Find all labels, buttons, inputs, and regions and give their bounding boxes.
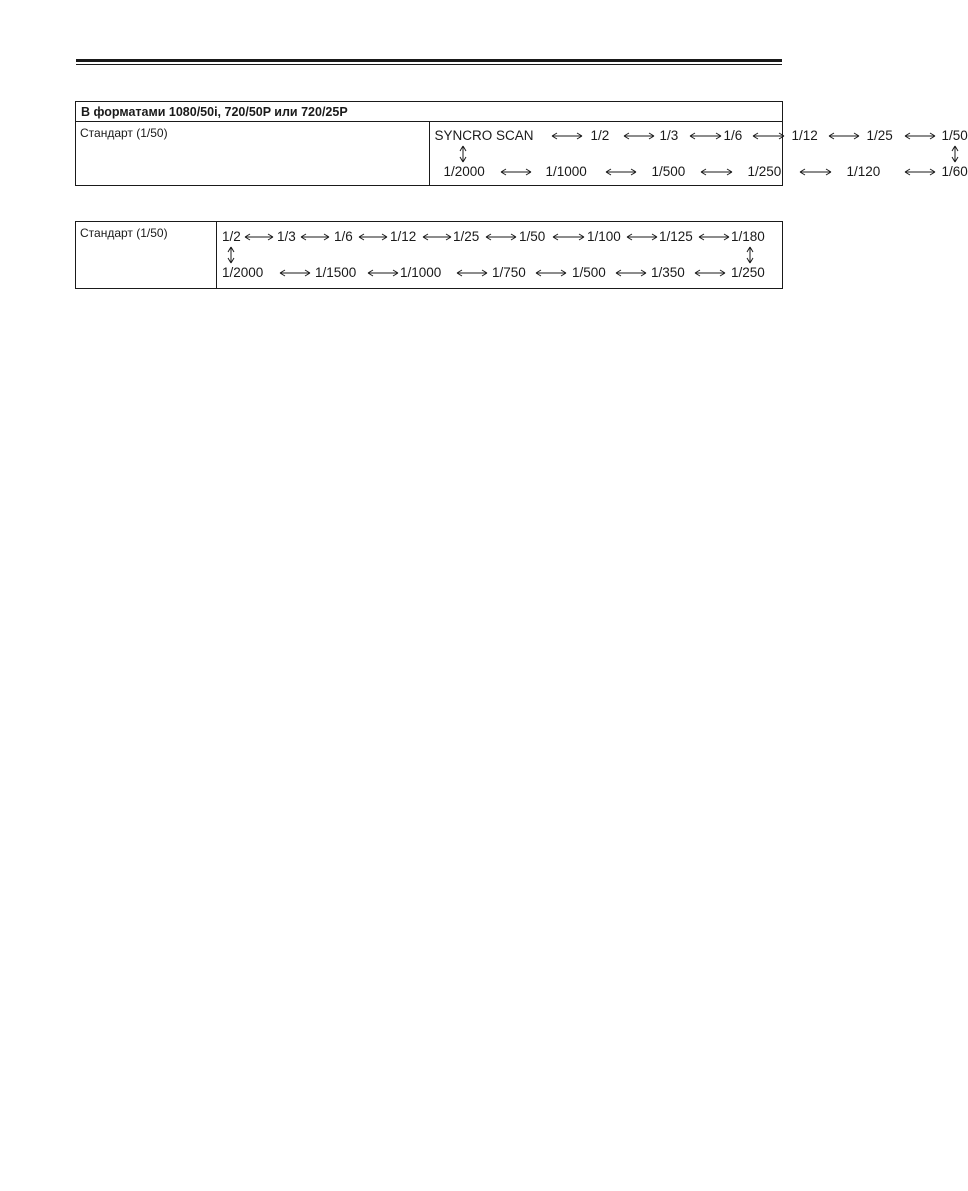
shutter-value: SYNCRO SCAN — [434, 128, 534, 143]
double-headed-horizontal-arrow-icon — [752, 131, 785, 141]
double-headed-horizontal-arrow-icon — [694, 268, 726, 278]
shutter-value: 1/25 — [866, 128, 893, 143]
double-headed-vertical-arrow-icon — [950, 145, 960, 163]
shutter-speed-table-50i — [75, 101, 968, 186]
double-headed-horizontal-arrow-icon — [799, 167, 832, 177]
shutter-value: 1/500 — [572, 265, 606, 280]
shutter-value: 1/1000 — [400, 265, 442, 280]
shutter-value: 1/12 — [390, 229, 417, 244]
shutter-value: 1/6 — [723, 128, 743, 143]
mode-label: Стандарт (1/50) — [76, 122, 430, 186]
sequence-bottom-row — [430, 163, 968, 181]
shutter-value: 1/50 — [519, 229, 546, 244]
double-headed-horizontal-arrow-icon — [244, 232, 274, 242]
double-headed-horizontal-arrow-icon — [300, 232, 330, 242]
double-headed-vertical-arrow-icon — [458, 145, 468, 163]
double-headed-horizontal-arrow-icon — [605, 167, 637, 177]
double-headed-horizontal-arrow-icon — [904, 167, 936, 177]
sequence-bottom-row — [217, 264, 782, 282]
double-headed-horizontal-arrow-icon — [422, 232, 452, 242]
shutter-value: 1/1500 — [315, 265, 357, 280]
shutter-value: 1/1000 — [545, 164, 587, 179]
shutter-value: 1/2000 — [222, 265, 264, 280]
shutter-speed-table-standard — [75, 221, 783, 289]
double-headed-horizontal-arrow-icon — [698, 232, 730, 242]
double-headed-horizontal-arrow-icon — [828, 131, 860, 141]
double-headed-vertical-arrow-icon — [745, 246, 755, 264]
mode-label: Стандарт (1/50) — [76, 222, 217, 289]
shutter-sequence — [217, 222, 783, 289]
header-rule-thin — [76, 64, 782, 65]
shutter-value: 1/180 — [731, 229, 765, 244]
shutter-value: 1/2000 — [443, 164, 485, 179]
shutter-sequence — [429, 122, 968, 186]
double-headed-horizontal-arrow-icon — [552, 232, 585, 242]
double-headed-horizontal-arrow-icon — [485, 232, 517, 242]
shutter-value: 1/350 — [651, 265, 685, 280]
double-headed-horizontal-arrow-icon — [615, 268, 647, 278]
shutter-value: 1/60 — [941, 164, 968, 179]
header-rule-thick — [76, 59, 782, 62]
shutter-value: 1/125 — [659, 229, 693, 244]
shutter-value: 1/3 — [659, 128, 679, 143]
double-headed-horizontal-arrow-icon — [689, 131, 722, 141]
double-headed-horizontal-arrow-icon — [279, 268, 311, 278]
shutter-value: 1/12 — [791, 128, 818, 143]
double-headed-horizontal-arrow-icon — [904, 131, 936, 141]
double-headed-horizontal-arrow-icon — [367, 268, 399, 278]
double-headed-horizontal-arrow-icon — [623, 131, 655, 141]
shutter-value: 1/250 — [731, 265, 765, 280]
shutter-value: 1/3 — [277, 229, 296, 244]
shutter-value: 1/2 — [222, 229, 241, 244]
table-header: В форматами 1080/50i, 720/50P или 720/25P — [76, 102, 783, 122]
shutter-value: 1/250 — [747, 164, 782, 179]
sequence-top-row — [430, 127, 968, 145]
double-headed-horizontal-arrow-icon — [626, 232, 658, 242]
shutter-value: 1/100 — [587, 229, 621, 244]
double-headed-vertical-arrow-icon — [226, 246, 236, 264]
shutter-value: 1/25 — [453, 229, 480, 244]
double-headed-horizontal-arrow-icon — [700, 167, 733, 177]
sequence-top-row — [217, 228, 782, 246]
shutter-value: 1/50 — [941, 128, 968, 143]
shutter-value: 1/500 — [651, 164, 686, 179]
double-headed-horizontal-arrow-icon — [535, 268, 567, 278]
shutter-value: 1/120 — [846, 164, 881, 179]
double-headed-horizontal-arrow-icon — [551, 131, 583, 141]
double-headed-horizontal-arrow-icon — [500, 167, 532, 177]
shutter-value: 1/750 — [492, 265, 526, 280]
double-headed-horizontal-arrow-icon — [358, 232, 388, 242]
shutter-value: 1/2 — [590, 128, 610, 143]
double-headed-horizontal-arrow-icon — [456, 268, 488, 278]
shutter-value: 1/6 — [334, 229, 353, 244]
